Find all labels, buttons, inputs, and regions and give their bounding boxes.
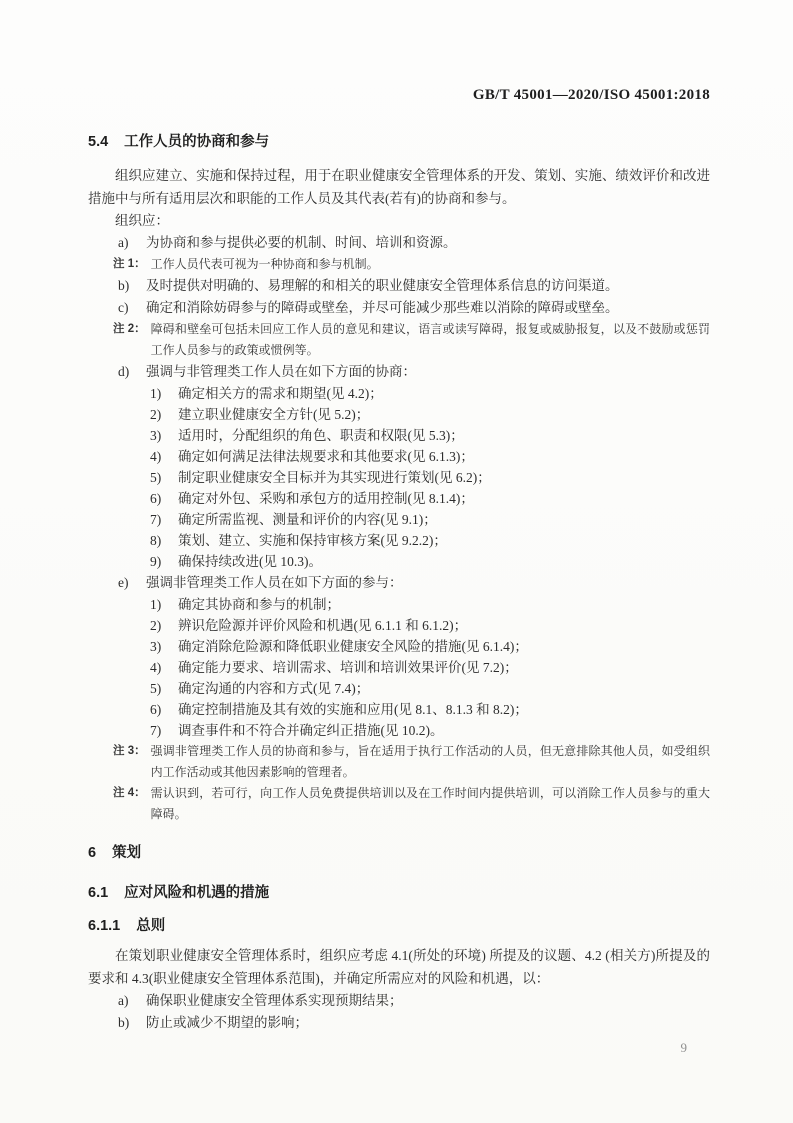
list-text: 强调非管理类工作人员在如下方面的参与： (146, 575, 403, 590)
list-text: 确定能力要求、培训需求、培训和培训效果评价(见 7.2)； (178, 660, 518, 675)
list-text: 防止或减少不期望的影响； (146, 1015, 308, 1030)
list-marker: 9) (150, 554, 162, 569)
section-6-1-number: 6.1 (88, 885, 109, 901)
list-text: 制定职业健康安全目标并为其实现进行策划(见 6.2)； (178, 470, 491, 485)
section-6-title: 策划 (112, 845, 142, 861)
list-text: 确定消除危险源和降低职业健康安全风险的措施(见 6.1.4)； (178, 639, 528, 654)
sublist-item-d5 (150, 467, 710, 488)
list-marker: 5) (150, 470, 162, 485)
list-marker: 1) (150, 597, 162, 612)
note-2 (113, 319, 710, 361)
sublist-item-e7 (150, 720, 710, 741)
section-5-4-title: 工作人员的协商和参与 (124, 134, 270, 150)
sublist-item-e6 (150, 699, 710, 720)
list-text: 确定其协商和参与的机制； (178, 597, 340, 612)
list-marker: c) (118, 300, 129, 315)
list-text: 调查事件和不符合并确定纠正措施(见 10.2)。 (178, 723, 444, 738)
list-marker: 8) (150, 533, 162, 548)
note-text: 需认识到，若可行，向工作人员免费提供培训以及在工作时间内提供培训，可以消除工作人员参与的重大障碍。 (150, 786, 710, 821)
list-marker: b) (118, 1015, 130, 1030)
list-item-b (118, 275, 710, 297)
list-item-611-a (118, 990, 710, 1012)
sublist-item-d6 (150, 488, 710, 509)
list-marker: a) (118, 993, 129, 1008)
list-item-e (118, 572, 710, 594)
list-item-611-b (118, 1012, 710, 1034)
note-4 (113, 783, 710, 825)
paragraph-6-1-1-intro: 在策划职业健康安全管理体系时，组织应考虑 4.1(所处的环境) 所提及的议题、4.2 (相关方)所提及的要求和 4.3(职业健康安全管理体系范围)，并确定所需应对的风险和机遇，以： (88, 948, 710, 986)
note-label: 注 2： (113, 323, 146, 335)
section-6-1-heading (88, 883, 710, 903)
list-text: 辨识危险源并评价风险和机遇(见 6.1.1 和 6.1.2)； (178, 618, 468, 633)
list-text: 确定控制措施及其有效的实施和应用(见 8.1、8.1.3 和 8.2)； (178, 702, 528, 717)
list-marker: 5) (150, 681, 162, 696)
list-marker: 3) (150, 428, 162, 443)
list-text: 确定对外包、采购和承包方的适用控制(见 8.1.4)； (178, 491, 474, 506)
list-marker: 7) (150, 723, 162, 738)
sublist-item-d1 (150, 383, 710, 404)
list-text: 确定如何满足法律法规要求和其他要求(见 6.1.3)； (178, 449, 474, 464)
note-1 (113, 254, 710, 275)
list-marker: 3) (150, 639, 162, 654)
list-marker: 2) (150, 407, 162, 422)
list-text: 确保职业健康安全管理体系实现预期结果； (146, 993, 403, 1008)
note-text: 障碍和壁垒可包括未回应工作人员的意见和建议，语言或读写障碍，报复或威胁报复，以及不鼓励或惩罚工作人员参与的政策或惯例等。 (150, 322, 710, 357)
list-marker: 2) (150, 618, 162, 633)
section-6-1-1-heading (88, 916, 710, 936)
list-marker: a) (118, 235, 129, 250)
sublist-item-e5 (150, 678, 710, 699)
section-6-1-1-title: 总则 (136, 918, 166, 934)
list-marker: 4) (150, 660, 162, 675)
list-marker: b) (118, 278, 130, 293)
sublist-item-d8 (150, 530, 710, 551)
sublist-item-e4 (150, 657, 710, 678)
list-marker: 6) (150, 491, 162, 506)
list-text: 及时提供对明确的、易理解的和相关的职业健康安全管理体系信息的访问渠道。 (146, 278, 619, 293)
list-item-c (118, 297, 710, 319)
sublist-item-d9 (150, 551, 710, 572)
list-marker: e) (118, 575, 129, 590)
section-6-1-title: 应对风险和机遇的措施 (124, 885, 270, 901)
note-text: 强调非管理类工作人员的协商和参与，旨在适用于执行工作活动的人员，但无意排除其他人员，如受组织内工作活动或其他因素影响的管理者。 (150, 744, 710, 779)
list-text: 适用时，分配组织的角色、职责和权限(见 5.3)； (178, 428, 464, 443)
section-6-heading (88, 843, 710, 863)
sublist-item-d3 (150, 425, 710, 446)
list-item-d (118, 361, 710, 383)
note-label: 注 4： (113, 787, 146, 799)
list-text: 确定所需监视、测量和评价的内容(见 9.1)； (178, 512, 437, 527)
sublist-item-e1 (150, 594, 710, 615)
note-label: 注 3： (113, 745, 146, 757)
sublist-item-d2 (150, 404, 710, 425)
running-header (88, 86, 710, 104)
doc-code: GB/T 45001—2020/ISO 45001:2018 (472, 87, 710, 103)
section-6-number: 6 (88, 845, 97, 861)
list-text: 确保持续改进(见 10.3)。 (178, 554, 322, 569)
note-3 (113, 741, 710, 783)
sublist-item-d7 (150, 509, 710, 530)
list-marker: 4) (150, 449, 162, 464)
sublist-item-e3 (150, 636, 710, 657)
list-marker: d) (118, 364, 130, 379)
note-label: 注 1： (113, 258, 146, 270)
list-marker: 6) (150, 702, 162, 717)
list-text: 策划、建立、实施和保持审核方案(见 9.2.2)； (178, 533, 447, 548)
paragraph-5-4-intro: 组织应建立、实施和保持过程，用于在职业健康安全管理体系的开发、策划、实施、绩效评价和改进措施中与所有适用层次和职能的工作人员及其代表(若有)的协商和参与。 (88, 168, 710, 206)
list-text: 强调与非管理类工作人员在如下方面的协商： (146, 364, 416, 379)
sublist-item-d4 (150, 446, 710, 467)
section-5-4-number: 5.4 (88, 134, 109, 150)
list-text: 为协商和参与提供必要的机制、时间、培训和资源。 (146, 235, 457, 250)
list-marker: 7) (150, 512, 162, 527)
note-text: 工作人员代表可视为一种协商和参与机制。 (150, 257, 379, 271)
list-marker: 1) (150, 386, 162, 401)
page-content (88, 86, 710, 1034)
section-6-1-1-number: 6.1.1 (88, 918, 121, 934)
list-text: 确定沟通的内容和方式(见 7.4)； (178, 681, 370, 696)
list-item-a (118, 232, 710, 254)
list-text: 确定和消除妨碍参与的障碍或壁垒，并尽可能减少那些难以消除的障碍或壁垒。 (146, 300, 619, 315)
list-text: 确定相关方的需求和期望(见 4.2)； (178, 386, 383, 401)
section-5-4-heading (88, 132, 710, 152)
paragraph-5-4-lead: 组织应： (115, 213, 169, 228)
list-text: 建立职业健康安全方针(见 5.2)； (178, 407, 370, 422)
sublist-item-e2 (150, 615, 710, 636)
page-number: 9 (680, 1040, 687, 1055)
